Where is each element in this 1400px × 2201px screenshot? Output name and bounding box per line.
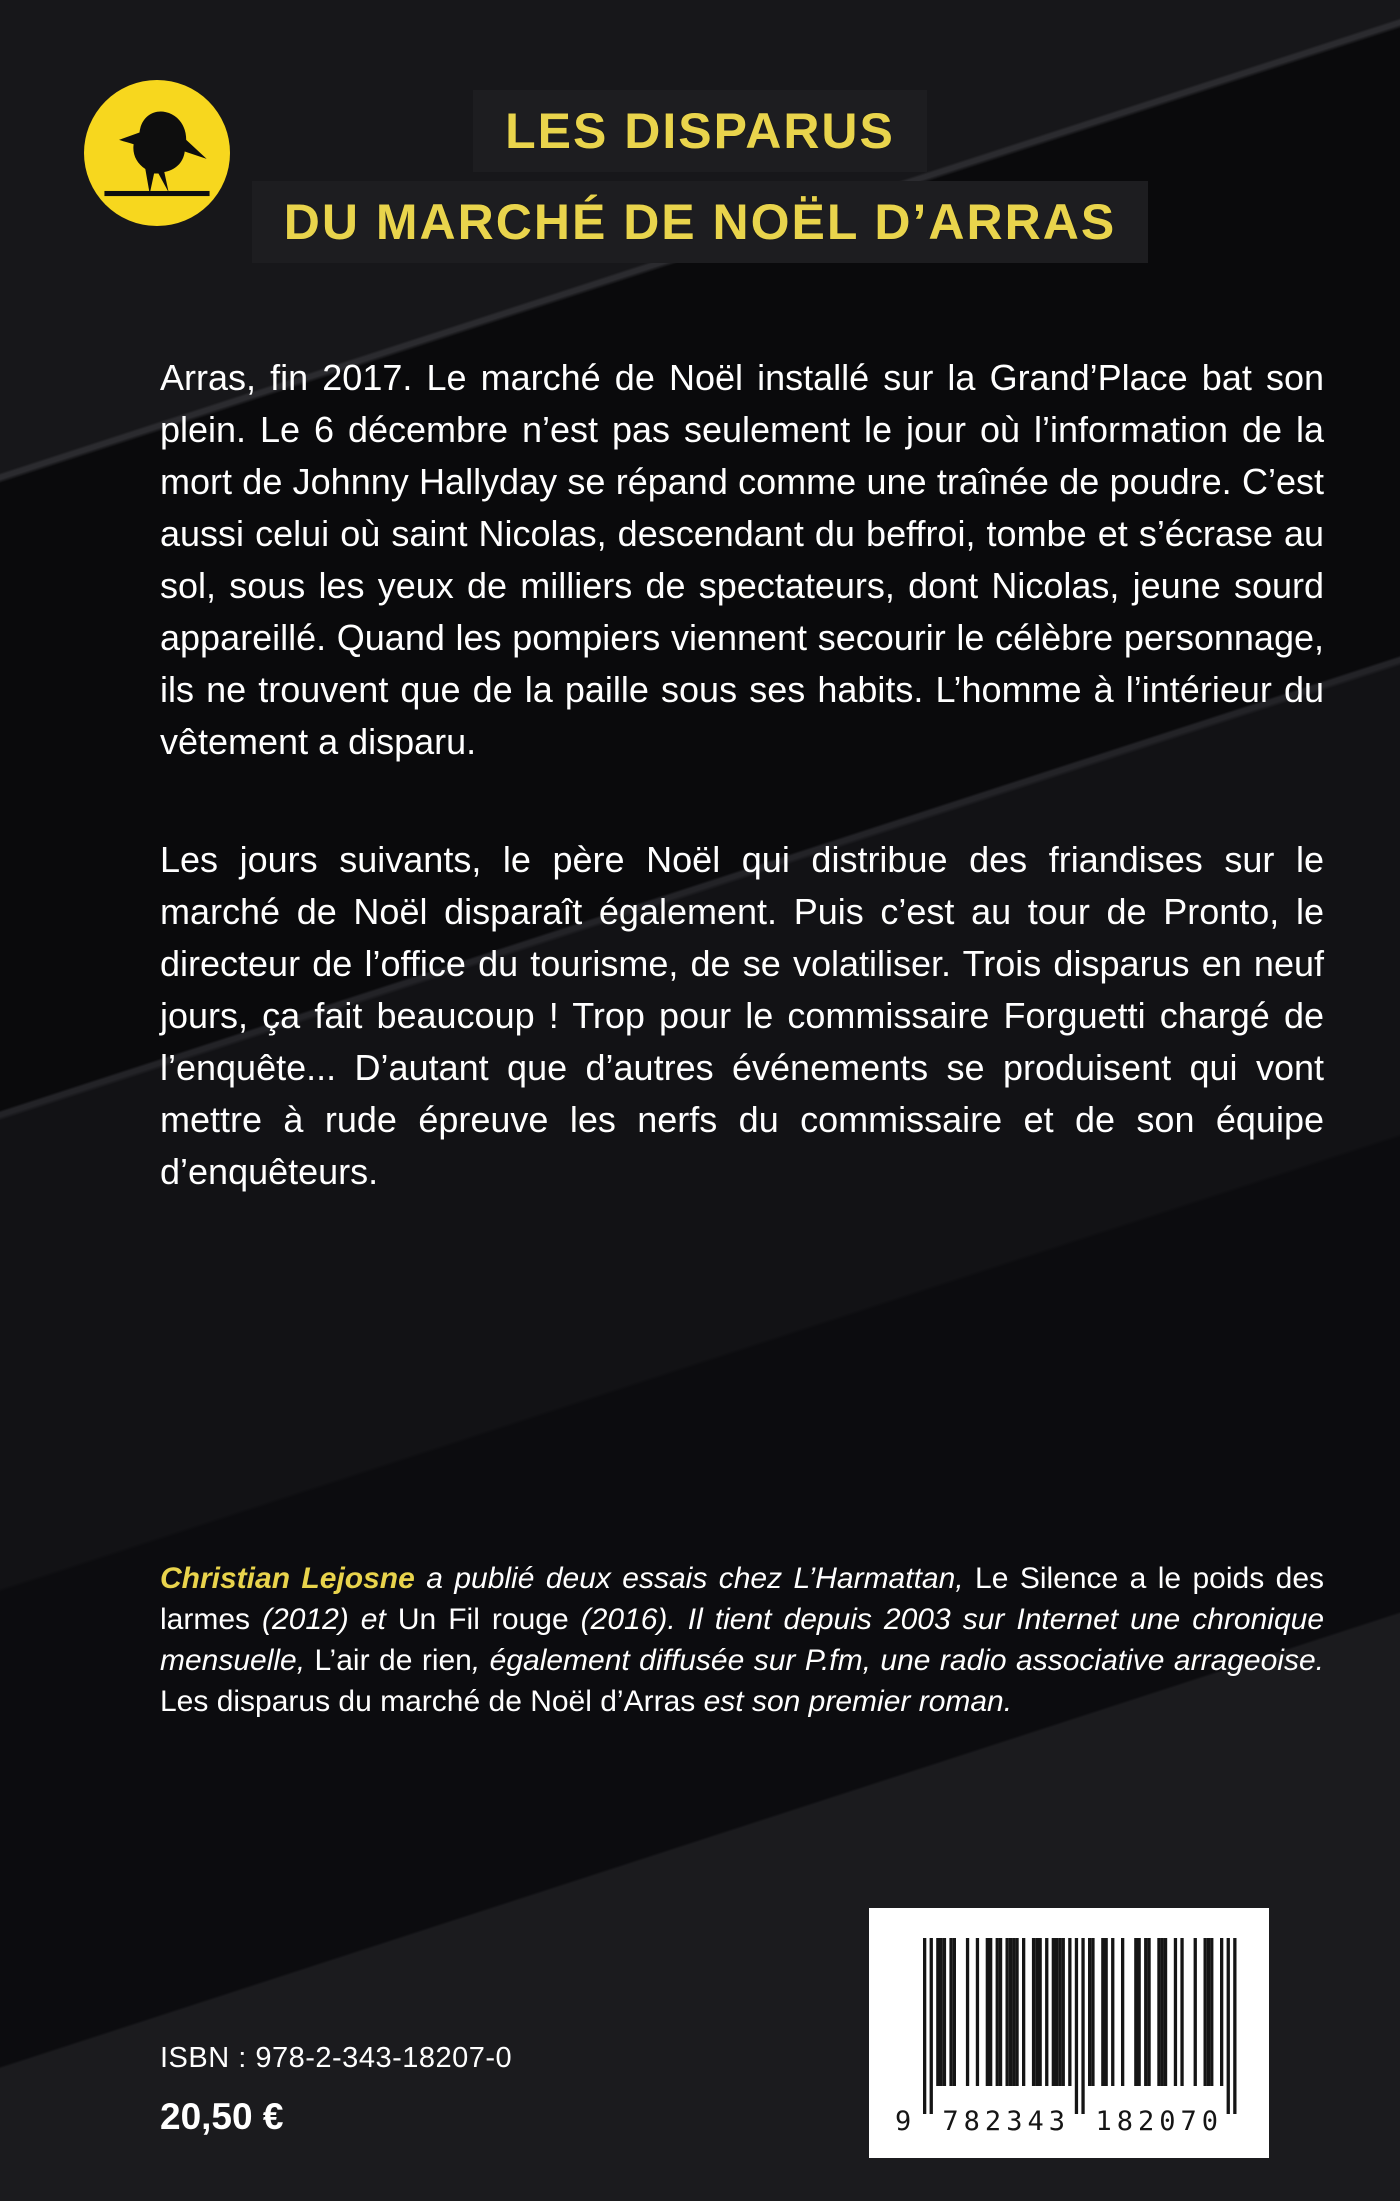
barcode-bar	[1068, 1938, 1071, 2086]
barcode-bar	[1006, 1938, 1009, 2086]
title-block	[0, 90, 1400, 263]
barcode-bar	[1144, 1938, 1147, 2086]
barcode-svg	[889, 1930, 1249, 2136]
barcode-bar	[953, 1938, 956, 2086]
barcode-bar	[1081, 1938, 1084, 2114]
barcode-bar	[1134, 1938, 1137, 2086]
barcode-bar	[1157, 1938, 1160, 2086]
barcode-bar	[999, 1938, 1002, 2086]
barcode-bar	[996, 1938, 999, 2086]
barcode-bar	[1088, 1938, 1091, 2086]
barcode-bar	[989, 1938, 992, 2086]
barcode-bar	[1075, 1938, 1078, 2114]
barcode-bar	[1039, 1938, 1042, 2086]
barcode-bar	[1035, 1938, 1038, 2086]
barcode-bar	[1194, 1938, 1197, 2086]
barcode-bar	[1111, 1938, 1114, 2086]
barcode-bar	[1138, 1938, 1141, 2086]
barcode-bar	[966, 1938, 969, 2086]
barcode-bar	[1101, 1938, 1104, 2086]
bio-segment: (2012) et	[250, 1603, 398, 1636]
bio-segment: est son premier roman.	[695, 1685, 1013, 1718]
barcode-bar	[1174, 1938, 1177, 2086]
barcode-bar	[1210, 1938, 1213, 2086]
barcode-digits: 782343	[942, 2106, 1070, 2136]
barcode-bar	[1091, 1938, 1094, 2086]
barcode-bar	[1009, 1938, 1012, 2086]
barcode-bar	[1147, 1938, 1150, 2086]
bio-segment: Le Silence a le poids des larmes	[160, 1562, 1325, 1636]
barcode-bar	[1121, 1938, 1124, 2086]
barcode-bar	[1105, 1938, 1108, 2086]
barcode-bar	[936, 1938, 939, 2086]
barcode-bar	[1207, 1938, 1210, 2086]
synopsis-paragraph-2: Les jours suivants, le père Noël qui distribue des friandises sur le marché de Noël disparaît également. Puis c’est au tour de Pronto, le directeur de l’office du tourisme, de se volatiliser. Trois disparus en neuf jours, ça fait beaucoup ! Trop pour le commissaire Forguetti chargé de l’enquête... D’autant que d’autres événements se produisent qui vont mettre à rude épreuve les nerfs du commissaire et de son équipe d’enquêteurs.	[160, 839, 1324, 1192]
title-line-2: DU MARCHÉ DE NOËL D’ARRAS	[252, 181, 1148, 263]
barcode-bar	[930, 1938, 933, 2114]
barcode-bar	[1164, 1938, 1167, 2086]
bio-segment: , également diffusée sur P.fm, une radio associative arrageoise.	[471, 1644, 1324, 1677]
barcode-bar	[976, 1938, 979, 2086]
barcode-bar	[1220, 1938, 1223, 2086]
bio-segment: Les disparus du marché de Noël d’Arras	[160, 1685, 696, 1718]
barcode-bar	[1204, 1938, 1207, 2086]
barcode-bar	[1233, 1938, 1236, 2114]
barcode-bar	[1180, 1938, 1183, 2086]
barcode-bar	[1045, 1938, 1048, 2086]
barcode-bar	[1015, 1938, 1018, 2086]
title-line-1: LES DISPARUS	[473, 90, 927, 172]
bio-segment: Christian Lejosne	[160, 1562, 415, 1595]
barcode-digits: 9	[895, 2106, 917, 2136]
bio-segment: a publié deux essais chez L’Harmattan,	[414, 1562, 976, 1595]
barcode-bar	[949, 1938, 952, 2086]
barcode-bar	[940, 1938, 943, 2086]
price-text: 20,50 €	[160, 2096, 284, 2137]
barcode-bar	[1052, 1938, 1055, 2086]
barcode-bar	[986, 1938, 989, 2086]
bio-segment: L’air de rien	[314, 1644, 472, 1677]
barcode-bar	[1012, 1938, 1015, 2086]
barcode-bar	[1022, 1938, 1025, 2086]
barcode-panel	[869, 1908, 1269, 2158]
barcode-bar	[1227, 1938, 1230, 2114]
synopsis	[160, 352, 1324, 1264]
barcode-bar	[1062, 1938, 1065, 2086]
bio-segment: Un Fil rouge	[397, 1603, 569, 1636]
barcode-bar	[1055, 1938, 1058, 2086]
synopsis-paragraph-1: Arras, fin 2017. Le marché de Noël installé sur la Grand’Place bat son plein. Le 6 décembre n’est pas seulement le jour où l’information de la mort de Johnny Hallyday se répand comme une traînée de poudre. C’est aussi celui où saint Nicolas, descendant du beffroi, tombe et s’écrase au sol, sous les yeux de milliers de spectateurs, dont Nicolas, jeune sourd appareillé. Quand les pompiers viennent secourir le célèbre personnage, ils ne trouvent que de la paille sous ses habits. L’homme à l’intérieur du vêtement a disparu.	[160, 357, 1324, 762]
barcode-bar	[923, 1938, 926, 2114]
isbn-text: ISBN : 978-2-343-18207-0	[160, 2042, 513, 2074]
barcode-bar	[1161, 1938, 1164, 2086]
author-bio	[160, 1558, 1324, 1722]
barcode-bar	[943, 1938, 946, 2086]
barcode-bar	[1058, 1938, 1061, 2086]
bio-segment: (2016). Il tient depuis 2003 sur Internet une chronique mensuelle,	[160, 1603, 1325, 1677]
barcode-bar	[1032, 1938, 1035, 2086]
barcode-digits: 182070	[1095, 2106, 1224, 2136]
